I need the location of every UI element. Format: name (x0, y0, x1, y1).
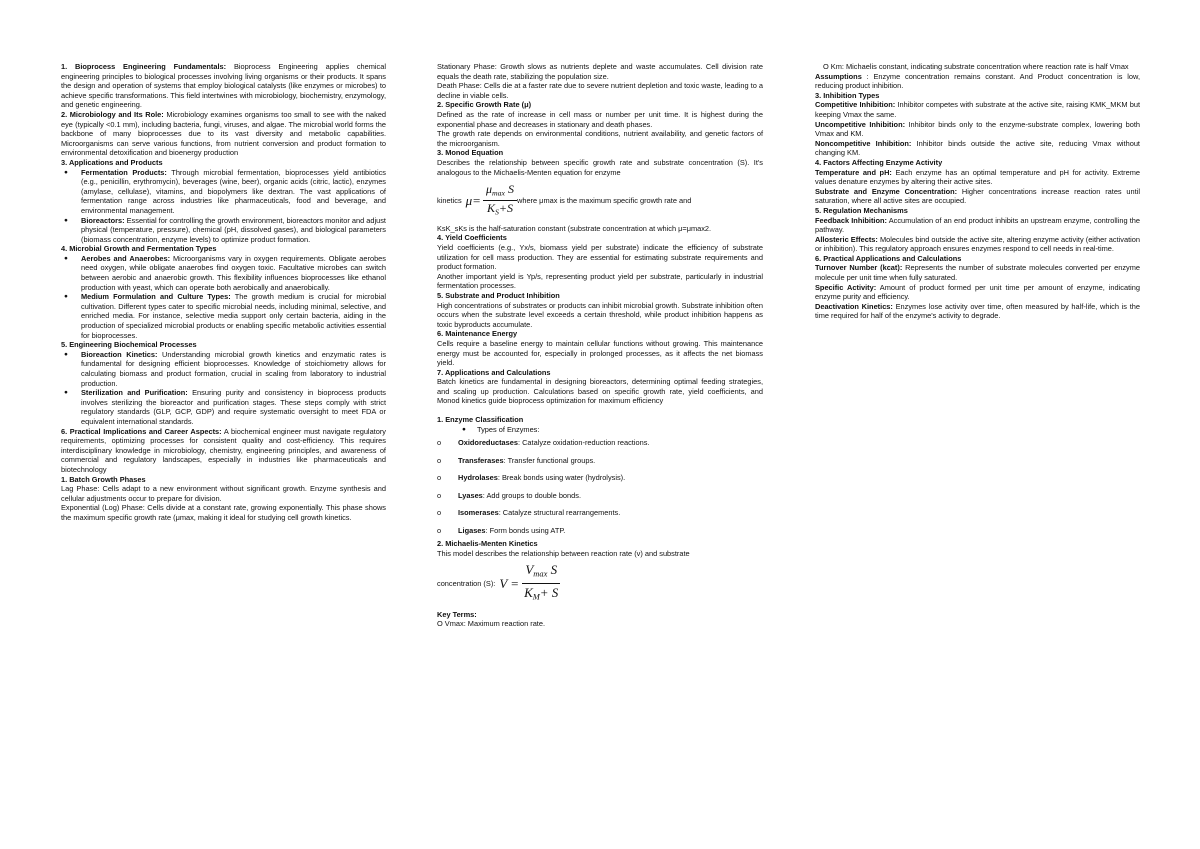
mm-formula-line: concentration (S): V = $\frac{V_{max} S}{K_M+ S}$ (437, 561, 763, 605)
paragraph-microbiology: 2. Microbiology and Its Role: Microbiology examines organisms too small to see with the naked eye (typically <0.1 mm), including bacteria, fungi, viruses, and algae. The microbial world forms the backbone of many bioprocesses due to its vast diversity and metabolic capabilities. Microorganisms can serve various functions, from nutrient conversion and product formation to environmental detoxification and bioenergy production (61, 109, 386, 158)
paragraph-maintenance: Cells require a baseline energy to maintain cellular functions without growing. This maintenance energy must be accounted for, especially in prolonged processes, as it affects the net biomass yield. (437, 338, 763, 368)
heading-key-terms: Key Terms: (437, 609, 477, 619)
list-item: o Oxidoreductases: Catalyze oxidation-reduction reactions. (437, 438, 650, 448)
heading-regulation: 5. Regulation Mechanisms (815, 205, 908, 215)
paragraph-turnover: Turnover Number (kcat): Represents the number of substrate molecules converted per enzyme molecule per unit time when fully saturated. (815, 263, 1140, 283)
heading-michaelis-menten: 2. Michaelis-Menten Kinetics (437, 539, 538, 549)
paragraph-mm: This model describes the relationship between reaction rate (v) and substrate (437, 548, 690, 558)
growth-list (61, 254, 386, 340)
enzyme-list (437, 434, 763, 539)
list-item: o Hydrolases: Break bonds using water (hydrolysis). (437, 473, 626, 483)
mm-equation-lhs: V = (499, 575, 520, 591)
engineering-list (61, 350, 386, 427)
list-item: o Isomerases: Catalyze structural rearrangements. (437, 508, 621, 518)
paragraph-yield-2: Another important yield is Yp/s, representing product yield per substrate, particularly in industrial fermentation processes. (437, 271, 763, 291)
list-item: ● Bioreactors: Essential for controlling the growth environment, bioreactors monitor and adjust physical (temperature, pressure), chemical (pH, dissolved gases), and biological parameters (biomass concentration, enzyme levels) to optimize product formation. (81, 216, 386, 245)
column-2 (437, 62, 763, 629)
heading-yield: 4. Yield Coefficients (437, 233, 507, 243)
heading-specific-growth: 2. Specific Growth Rate (μ) (437, 100, 532, 110)
heading-factors: 4. Factors Affecting Enzyme Activity (815, 157, 943, 167)
paragraph-monod: Describes the relationship between specific growth rate and substrate concentration (S). It's analogous to the Michaelis-Menten equation for enzyme (437, 157, 763, 177)
paragraph-assumptions: Assumptions : Enzyme concentration remains constant. And Product concentration is low, reducing product inhibition. (815, 71, 1140, 91)
paragraph-applications-calc: Batch kinetics are fundamental in designing bioreactors, determining optimal feeding strategies, and scaling up production. Calculations based on specific growth rate, yield coefficients, and Monod kinetics guide bioprocess optimization for maximum efficiency (437, 377, 763, 406)
paragraph-uncompetitive: Uncompetitive Inhibition: Inhibitor binds only to the enzyme-substrate complex, lowering both Vmax and KM. (815, 119, 1140, 139)
heading-enzyme-classification: 1. Enzyme Classification (437, 415, 524, 425)
paragraph-career: 6. Practical Implications and Career Aspects: A biochemical engineer must navigate regulatory requirements, optimizing processes for consistent quality and cost-efficiency. This requires interdisciplinary knowledge in microbiology, chemistry, engineering principles, and awareness of commercial and regulatory landscapes, especially in industries like pharmaceuticals and biotechnology (61, 426, 387, 474)
paragraph-inhibition: High concentrations of substrates or products can inhibit microbial growth. Substrate inhibition often occurs when the substrate level exceeds a certain threshold, while product inhibition happens as toxic byproducts accumulate. (437, 300, 763, 329)
list-item: ● Fermentation Products: Through microbial fermentation, bioprocesses yield antibiotics (e.g., penicillin, erythromycin), beverages (wine, beer), organic acids (citric, lactic), enzymes (amylase, cellulase), vitamins, and biopolymers like dextran. The vast applications of fermentation range across industries like pharmaceuticals, food and beverage, and environmental management. (81, 168, 386, 216)
paragraph-noncompetitive: Noncompetitive Inhibition: Inhibitor binds outside the active site, reducing Vmax without changing KM. (815, 138, 1140, 158)
paragraph-temperature: Temperature and pH: Each enzyme has an optimal temperature and pH for activity. Extreme values denature enzymes by altering their active sites. (815, 167, 1140, 187)
paragraph-substrate-concentration: Substrate and Enzyme Concentration: Higher concentrations increase reaction rates until saturation, where all active sites are occupied. (815, 186, 1140, 206)
list-item: ● Bioreaction Kinetics: Understanding microbial growth kinetics and enzymatic rates is fundamental for designing efficient bioprocesses. Knowledge of stoichiometry allows for calculating biomass and product formation, crucial in scaling from laboratory to industrial production. (81, 350, 386, 388)
heading-batch-growth: 1. Batch Growth Phases (61, 474, 146, 484)
list-item: o Transferases: Transfer functional groups. (437, 455, 596, 465)
paragraph-death: Death Phase: Cells die at a faster rate due to severe nutrient depletion and toxic waste, leading to a decline in viable cells. (437, 81, 763, 100)
paragraph-yield-1: Yield coefficients (e.g., Yx/s, biomass yield per substrate) indicate the efficiency of substrate utilization for cell mass production. They are essential for estimating substrate requirements and product formation. (437, 242, 763, 272)
monod-equation-fraction: $\frac{\mu_{max} S}{K_S+S}$ (483, 182, 517, 220)
heading-inhibition-types: 3. Inhibition Types (815, 90, 880, 100)
heading-applications: 3. Applications and Products (61, 157, 163, 167)
heading-inhibition: 5. Substrate and Product Inhibition (437, 290, 560, 300)
paragraph-fundamentals: 1. Bioprocess Engineering Fundamentals: Bioprocess Engineering applies chemical engineering principles to biological processes involving living organisms or their products. It spans the design and operation of systems that employ biological catalysts (like enzymes or microbes) to achieve specific transformations. This field intertwines with microbiology, biochemistry, enzymology, and genetic engineering. (61, 62, 386, 110)
mm-equation-fraction: $\frac{V_{max} S}{K_M+ S}$ (524, 562, 559, 602)
monod-equation-lhs: μ= (465, 193, 481, 209)
monod-formula-line: kinetics μ= $\frac{\mu_{max} S}{K_S+S}$ where μmax is the maximum specific growth rate and (437, 182, 763, 220)
paragraph-exponential-phase: Exponential (Log) Phase: Cells divide at a constant rate, growing exponentially. This phase shows the maximum specific growth rate (μmax, making it ideal for studying cell growth kinetics. (61, 503, 386, 522)
column-3 (815, 62, 1140, 321)
list-item: o Ligases: Form bonds using ATP. (437, 525, 566, 535)
paragraph-competitive: Competitive Inhibition: Inhibitor competes with substrate at the active site, raising KMK_MKM but keeping Vmax the same. (815, 100, 1140, 119)
paragraph-vmax: O Vmax: Maximum reaction rate. (437, 619, 546, 629)
paragraph-monod-ks: KsK_sKs is the half-saturation constant (substrate concentration at which μ=μmax2. (437, 223, 712, 233)
list-item: ● Sterilization and Purification: Ensuring purity and consistency in bioprocess products involves sterilizing the bioreactor and purification stages. These steps comply with strict regulatory standards (GLP, GCP, GDP) and require systematic oversight to meet FDA or equivalent international standards. (81, 388, 386, 426)
heading-applications-calc: 7. Applications and Calculations (437, 367, 551, 377)
paragraph-km: O Km: Michaelis constant, indicating substrate concentration where reaction rate is half Vmax (823, 62, 1129, 71)
paragraph-stationary: Stationary Phase: Growth slows as nutrients deplete and waste accumulates. Cell division rate equals the death rate, stabilizing the population size. (437, 62, 763, 81)
paragraph-allosteric: Allosteric Effects: Molecules bind outside the active site, altering enzyme activity (either activation or inhibition). This regulatory approach ensures enzymes respond to cell needs in real-time. (815, 234, 1140, 254)
heading-maintenance: 6. Maintenance Energy (437, 329, 518, 339)
heading-practical: 6. Practical Applications and Calculations (815, 253, 962, 263)
paragraph-sgr-1: Defined as the rate of increase in cell mass or number per unit time. It is highest during the exponential phase and decreases in stationary and death phases. (437, 109, 763, 129)
list-item: o Lyases: Add groups to double bonds. (437, 490, 582, 500)
list-item: ● Medium Formulation and Culture Types: The growth medium is crucial for microbial cultivation. Different types cater to specific microbial needs, including minimal, selective, and enriched media. For instance, selective media support only certain bacteria, aiding in the production of specialized microbial products or enabling specific metabolic activities essential for bioprocesses. (81, 292, 386, 340)
paragraph-sgr-2: The growth rate depends on environmental conditions, nutrient availability, and genetic factors of the microorganism. (437, 129, 763, 148)
heading-monod: 3. Monod Equation (437, 148, 504, 158)
applications-list (61, 168, 386, 245)
list-item: ● Aerobes and Anaerobes: Microorganisms vary in oxygen requirements. Obligate aerobes need oxygen, while obligate anaerobes find oxygen toxic. Facultative microbes can switch between aerobic and anaerobic growth. This flexibility influences bioprocesses like ethanol production with yeast, which can operate both aerobically and anaerobically. (81, 254, 386, 292)
heading-microbial-growth: 4. Microbial Growth and Fermentation Types (61, 244, 217, 254)
paragraph-lag-phase: Lag Phase: Cells adapt to a new environment without significant growth. Enzyme synthesis and cellular adjustments occur to prepare for division. (61, 484, 386, 503)
paragraph-deactivation: Deactivation Kinetics: Enzymes lose activity over time, often measured by half-life, which is the time required for half of the enzyme's activity to degrade. (815, 301, 1140, 321)
paragraph-specific-activity: Specific Activity: Amount of product formed per unit time per amount of enzyme, indicating enzyme purity and efficiency. (815, 282, 1140, 302)
heading-engineering: 5. Engineering Biochemical Processes (61, 340, 197, 350)
column-1 (61, 62, 386, 523)
paragraph-feedback: Feedback Inhibition: Accumulation of an end product inhibits an upstream enzyme, controlling the pathway. (815, 215, 1140, 235)
types-of-enzymes: ● Types of Enzymes: (462, 424, 540, 434)
